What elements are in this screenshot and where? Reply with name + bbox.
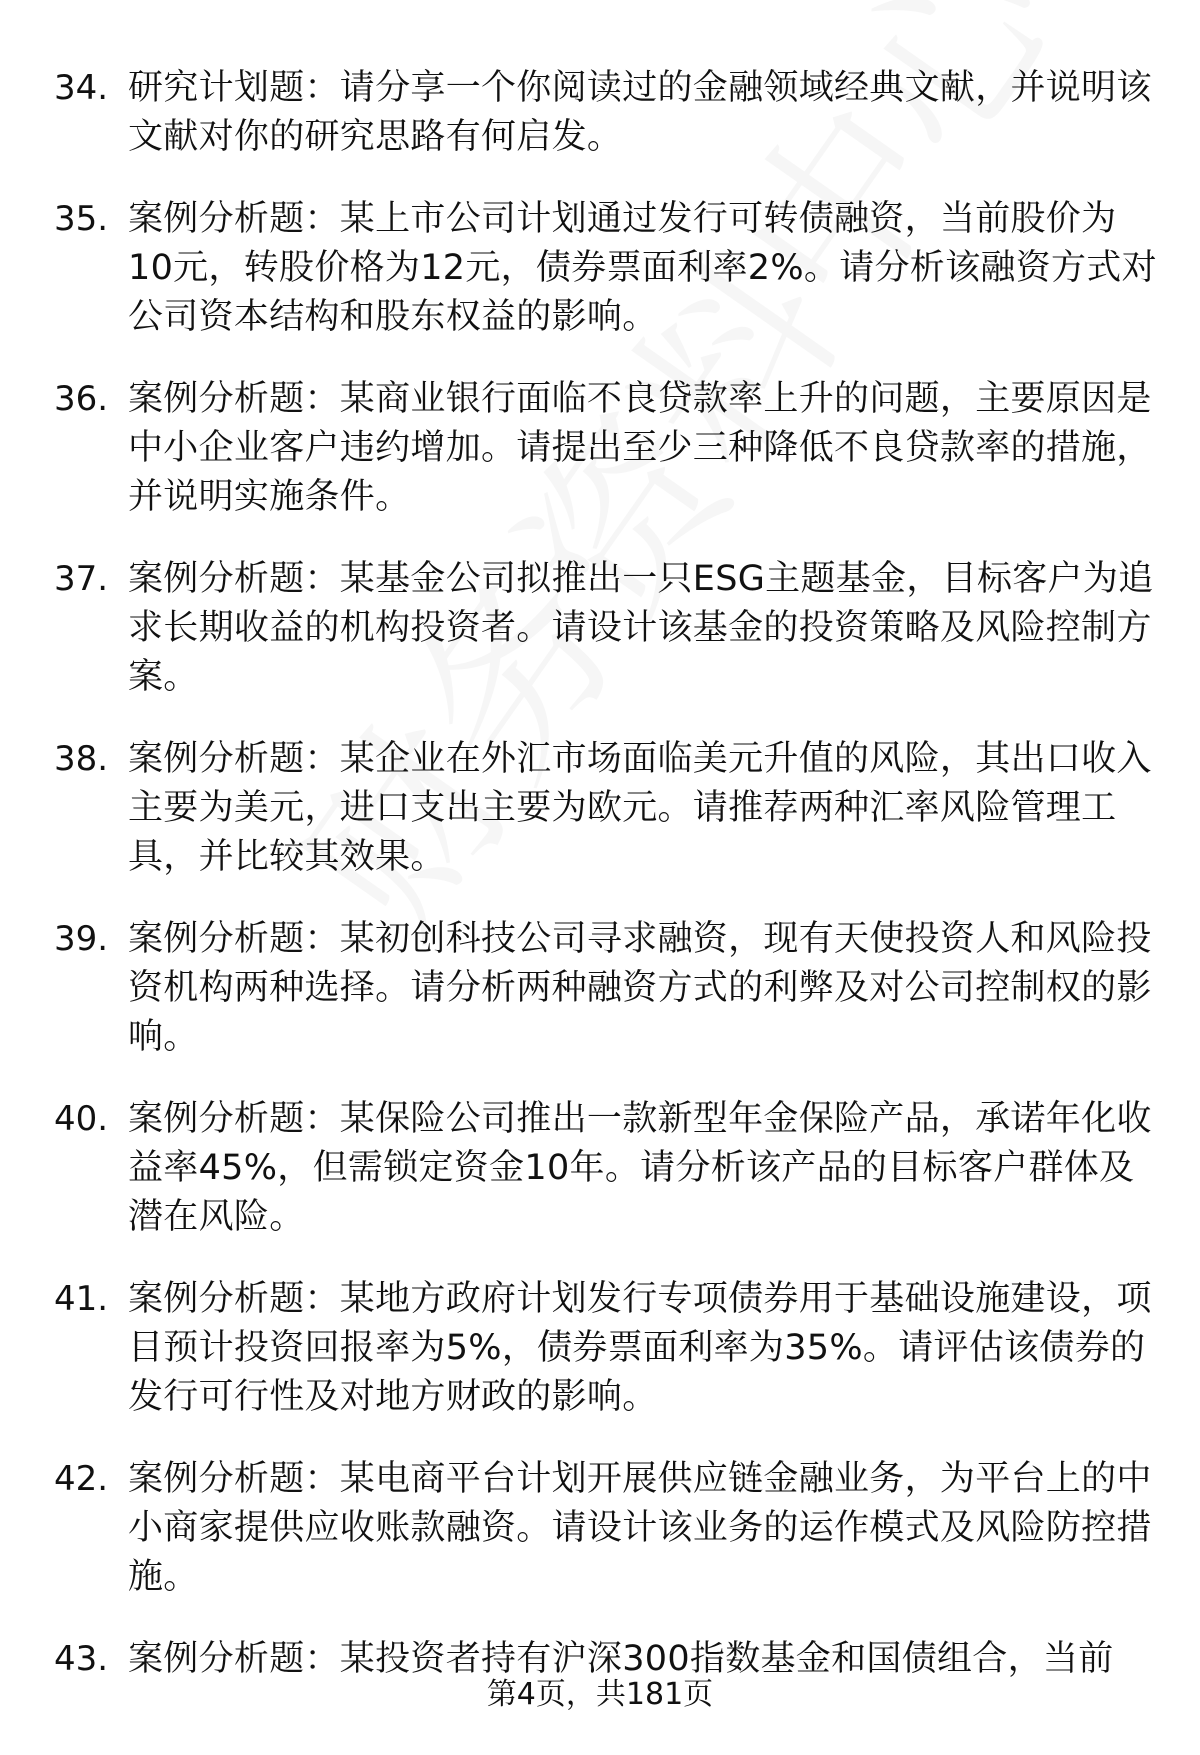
- question-number: 38.: [54, 739, 109, 779]
- question-text: 案例分析题：某上市公司计划通过发行可转债融资，当前股价为10元，转股价格为12元，债券票面利率2%。请分析该融资方式对公司资本结构和股东权益的影响。: [128, 199, 1157, 337]
- question-number: 39.: [54, 919, 109, 959]
- question-text: 案例分析题：某投资者持有沪深300指数基金和国债组合，当前: [128, 1639, 1114, 1679]
- question-number: 40.: [54, 1099, 109, 1139]
- question-item: [0, 735, 1200, 882]
- question-item: [0, 375, 1200, 522]
- page-number: 第4页，共181页: [486, 1677, 714, 1712]
- question-item: [0, 915, 1200, 1062]
- question-text: 案例分析题：某基金公司拟推出一只ESG主题基金，目标客户为追求长期收益的机构投资者。请设计该基金的投资策略及风险控制方案。: [128, 559, 1154, 697]
- question-number: 36.: [54, 379, 109, 419]
- question-text: 案例分析题：某初创科技公司寻求融资，现有天使投资人和风险投资机构两种选择。请分析两种融资方式的利弊及对公司控制权的影响。: [128, 919, 1152, 1057]
- question-item: [0, 1275, 1200, 1422]
- question-number: 41.: [54, 1279, 109, 1319]
- question-text: 案例分析题：某企业在外汇市场面临美元升值的风险，其出口收入主要为美元，进口支出主要为欧元。请推荐两种汇率风险管理工具，并比较其效果。: [128, 739, 1152, 877]
- question-number: 43.: [54, 1639, 109, 1679]
- question-item: [0, 64, 1200, 162]
- question-text: 案例分析题：某电商平台计划开展供应链金融业务，为平台上的中小商家提供应收账款融资。请设计该业务的运作模式及风险防控措施。: [128, 1459, 1152, 1597]
- question-item: [0, 195, 1200, 342]
- question-text: 案例分析题：某商业银行面临不良贷款率上升的问题，主要原因是中小企业客户违约增加。请提出至少三种降低不良贷款率的措施，并说明实施条件。: [128, 379, 1152, 517]
- question-number: 42.: [54, 1459, 109, 1499]
- question-list: [0, 64, 1200, 1717]
- question-number: 37.: [54, 559, 109, 599]
- question-item: [0, 1095, 1200, 1242]
- question-item: [0, 555, 1200, 702]
- question-item: [0, 1455, 1200, 1602]
- question-number: 34.: [54, 68, 109, 108]
- question-text: 研究计划题：请分享一个你阅读过的金融领域经典文献，并说明该文献对你的研究思路有何启发。: [128, 68, 1152, 157]
- question-text: 案例分析题：某保险公司推出一款新型年金保险产品，承诺年化收益率45%，但需锁定资金10年。请分析该产品的目标客户群体及潜在风险。: [128, 1099, 1152, 1237]
- question-number: 35.: [54, 199, 109, 239]
- question-text: 案例分析题：某地方政府计划发行专项债券用于基础设施建设，项目预计投资回报率为5%，债券票面利率为35%。请评估该债券的发行可行性及对地方财政的影响。: [128, 1279, 1152, 1417]
